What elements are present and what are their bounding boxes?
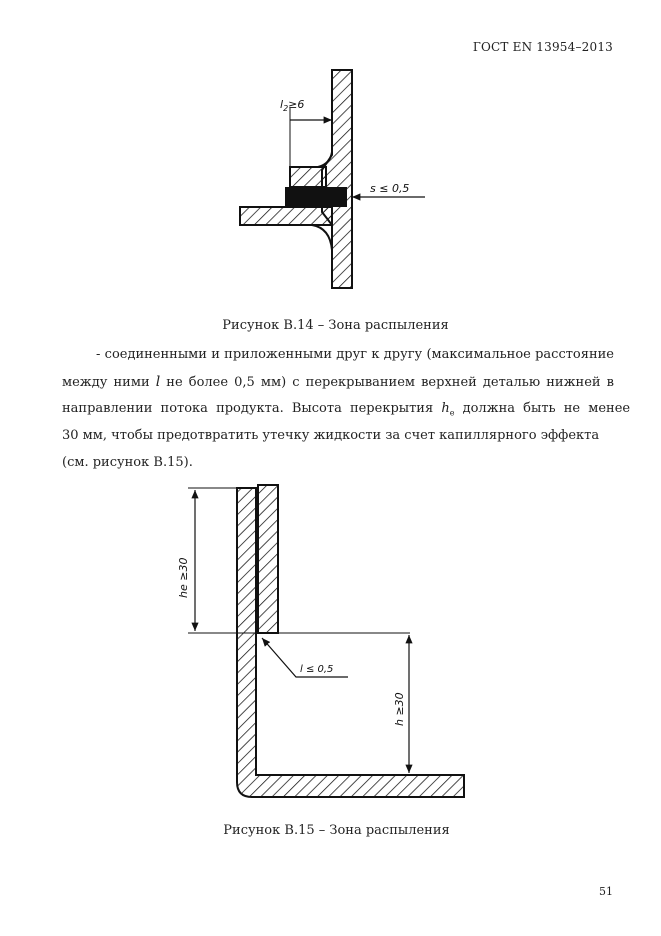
body-paragraph [62, 345, 631, 480]
label-l2: $l_2\ge 6$ [280, 98, 305, 113]
label-s: s ≤ 0,5 [370, 182, 410, 195]
paragraph-line-4: 30 мм, чтобы предотвратить утечку жидкости за счет капиллярного эффекта [62, 428, 600, 443]
figure-15-drawing [0, 480, 661, 810]
paragraph-line-2: между ними l не более 0,5 мм) с перекрыванием верхней деталью нижней в [62, 374, 614, 390]
figure-15-caption: Рисунок В.15 – Зона распыления [223, 823, 450, 838]
label-h: h ≥30 [393, 692, 406, 726]
page-number: 51 [599, 885, 613, 898]
figure-14-caption: Рисунок В.14 – Зона распыления [222, 318, 449, 333]
figure-14-drawing [0, 60, 661, 305]
paragraph-line-5: (см. рисунок В.15). [62, 455, 193, 470]
inner-plate [258, 485, 278, 633]
flange-horizontal [240, 207, 332, 225]
paragraph-line-3: направлении потока продукта. Высота перекрытия $h_e$ должна быть не менее [62, 401, 631, 418]
label-l: l ≤ 0,5 [300, 664, 334, 675]
label-he: he ≥30 [177, 557, 190, 598]
document-header: ГОСТ EN 13954–2013 [472, 40, 613, 54]
paragraph-line-1: - соединенными и приложенными друг к другу (максимальное расстояние [96, 347, 614, 362]
seal-strip [285, 187, 347, 207]
upper-block-hatch [290, 167, 326, 187]
flange-fillet [312, 225, 332, 250]
